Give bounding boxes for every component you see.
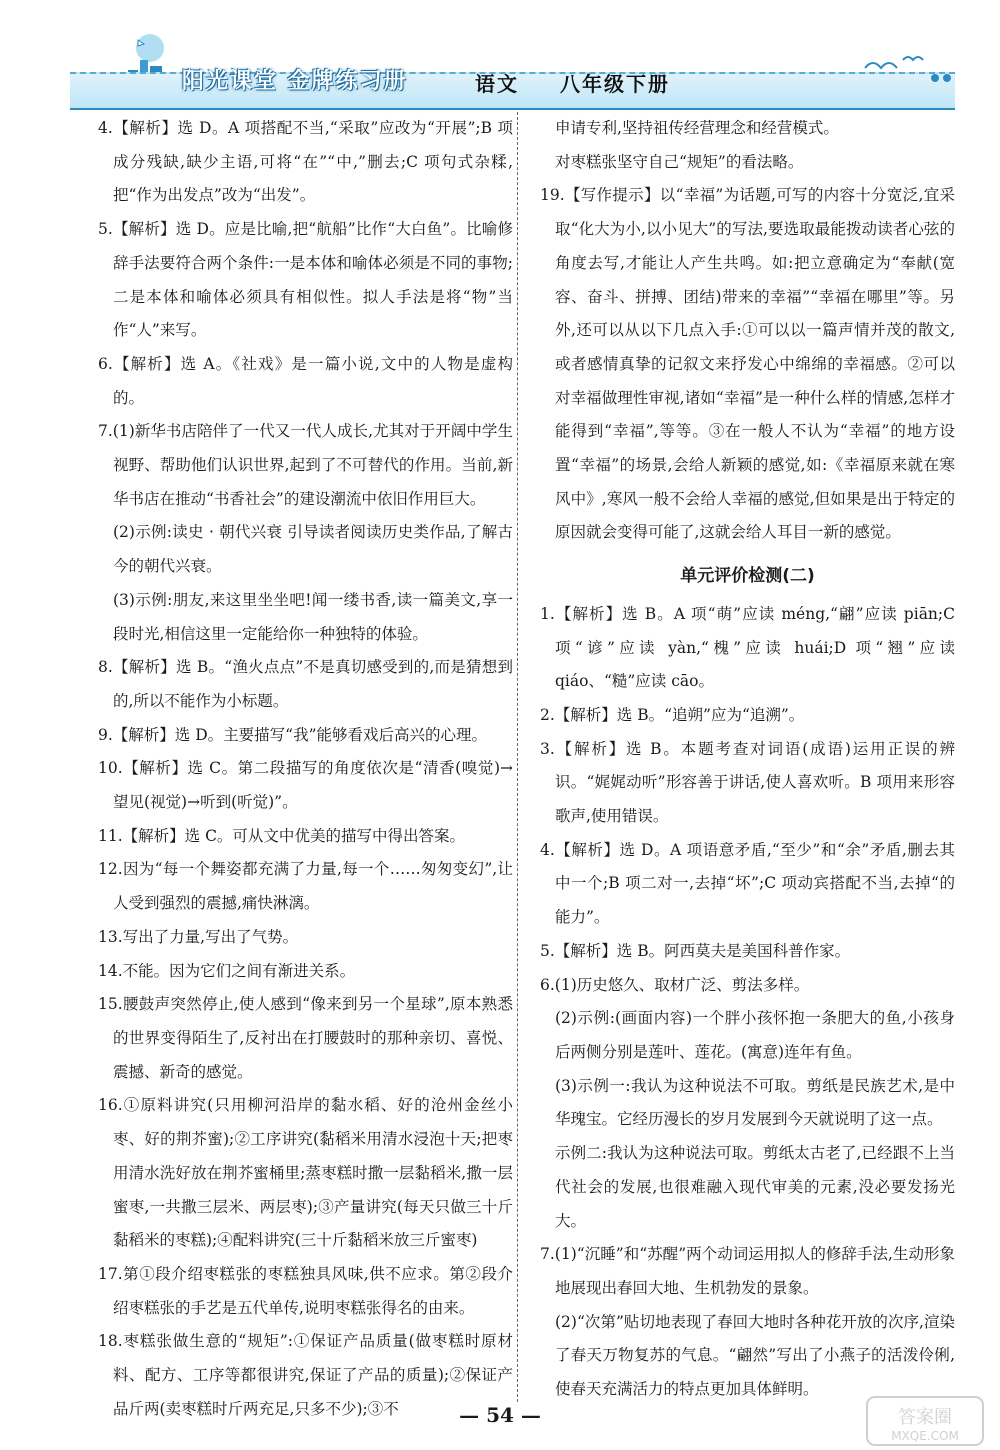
answer-item: (2)示例:读史 · 朝代兴衰 引导读者阅读历史类作品,了解古今的朝代兴衰。 (113, 523, 513, 576)
answer-item: 9.【解析】选 D。主要描写“我”能够看戏后高兴的心理。 (98, 725, 487, 744)
page-header (70, 30, 955, 102)
answer-item: (3)示例:朋友,来这里坐坐吧!闻一缕书香,读一篇美文,享一段时光,相信这里一定能给你一种独特的体验。 (113, 590, 513, 643)
answer-item: 17.第①段介绍枣糕张的枣糕独具风味,供不应求。第②段介绍枣糕张的手艺是五代单传,说明枣糕张得名的由来。 (98, 1264, 513, 1317)
answer-item: 3.【解析】选 B。本题考查对词语(成语)运用正误的辨识。“娓娓动听”形容善于讲话,使人喜欢听。B 项用来形容歌声,使用错误。 (540, 739, 955, 826)
answer-item: 7.(1)“沉睡”和“苏醒”两个动词运用拟人的修辞手法,生动形象地展现出春回大地、生机勃发的景象。 (540, 1245, 955, 1297)
answer-item: 16.①原料讲究(只用柳河沿岸的黏水稻、好的沧州金丝小枣、好的荆芥蜜);②工序讲究(黏稻米用清水浸泡十天;把枣用清水洗好放在荆芥蜜桶里;蒸枣糕时撒一层黏稻米,撒一层蜜枣,一共撒三层米、两层枣);③产量讲究(每天只做三十斤黏稻米的枣糕);④配料讲究(三十斤黏稻米放三斤蜜枣) (98, 1096, 513, 1250)
answer-item: 18.枣糕张做生意的“规矩”:①保证产品质量(做枣糕时原材料、配方、工序等都很讲究,保证了产品的质量);②保证产品斤两(卖枣糕时斤两充足,只多不少);③不 (98, 1332, 513, 1418)
answer-item: 4.【解析】选 D。A 项语意矛盾,“至少”和“余”矛盾,删去其中一个;B 项二对一,去掉“坏”;C 项动宾搭配不当,去掉“的能力”。 (540, 840, 955, 927)
answer-item: 8.【解析】选 B。“渔火点点”不是真切感受到的,而是猜想到的,所以不能作为小标题。 (98, 658, 513, 710)
answer-item: 11.【解析】选 C。可从文中优美的描写中得出答案。 (98, 826, 465, 845)
answer-item: 2.【解析】选 B。“追朔”应为“追溯”。 (540, 705, 805, 724)
answer-item: 6.【解析】选 A。《社戏》是一篇小说,文中的人物是虚构的。 (98, 354, 513, 407)
answer-item: 15.腰鼓声突然停止,使人感到“像来到另一个星球”,原本熟悉的世界变得陌生了,反衬出在打腰鼓时的那种亲切、喜悦、震撼、新奇的感觉。 (98, 995, 513, 1081)
answer-item: 12.因为“每一个舞姿都充满了力量,每一个……匆匆变幻”,让人受到强烈的震撼,痛快淋漓。 (98, 860, 513, 913)
column-divider (517, 112, 518, 1402)
svg-text:MXQE.COM: MXQE.COM (891, 1429, 959, 1443)
right-column (540, 112, 955, 1407)
birds-icon (855, 48, 955, 88)
grade-label: 八年级下册 (560, 72, 670, 96)
answer-item: 5.【解析】选 B。阿西莫夫是美国科普作家。 (540, 941, 851, 960)
answer-item: 1.【解析】选 B。A 项“萌”应读 méng,“翩”应读 piān;C 项“谚”应读 yàn,“槐”应读 huái;D 项“翘”应读 qiáo、“糙”应读 cāo。 (540, 604, 955, 691)
answer-item: 申请专利,坚持祖传经营理念和经营模式。 (555, 119, 839, 137)
section-title: 单元评价检测(二) (680, 566, 815, 587)
answer-item: 4.【解析】选 D。A 项搭配不当,“采取”应改为“开展”;B 项成分残缺,缺少主语,可将“在”“中,”删去;C 项句式杂糅,把“作为出发点”改为“出发”。 (98, 119, 513, 205)
watermark-logo-icon (865, 1395, 985, 1447)
subject-label: 语文 (475, 72, 519, 96)
answer-item: 6.(1)历史悠久、取材广泛、剪法多样。 (540, 975, 810, 994)
answer-item: (3)示例一:我认为这种说法不可取。剪纸是民族艺术,是中华瑰宝。它经历漫长的岁月发展到今天就说明了这一点。 (555, 1076, 955, 1129)
book-title: 阳光课堂 金牌练习册 (182, 69, 408, 94)
answer-item: 10.【解析】选 C。第二段描写的角度依次是“清香(嗅觉)→望见(视觉)→听到(听觉)”。 (98, 759, 513, 812)
answer-item: 5.【解析】选 D。应是比喻,把“航船”比作“大白鱼”。比喻修辞手法要符合两个条件:一是本体和喻体必须是不同的事物;二是本体和喻体必须具有相似性。拟人手法是将“物”当作“人”来写。 (98, 220, 513, 340)
answer-item: 7.(1)新华书店陪伴了一代又一代人成长,尤其对于开阔中学生视野、帮助他们认识世界,起到了不可替代的作用。当前,新华书店在推动“书香社会”的建设潮流中依旧作用巨大。 (98, 422, 513, 508)
answer-item: 13.写出了力量,写出了气势。 (98, 927, 299, 946)
answer-item: 19.【写作提示】以“幸福”为话题,可写的内容十分宽泛,宜采取“化大为小,以小见大”的写法,要选取最能拨动读者心弦的角度去写,才能让人产生共鸣。如:把立意确定为“奉献(宽容、奋斗、拼搏、团结)带来的幸福”“幸福在哪里”等。另外,还可以从以下几点入手:①可以以一篇声情并茂的散文,或者感情真挚的记叙文来抒发心中绵绵的幸福感。②可以对幸福做理性审视,诸如“幸福”是一种什么样的情感,怎样才能得到“幸福”,等等。③在一般人不认为“幸福”的地方设置“幸福”的场景,会给人新颖的感觉,如:《幸福原来就在寒风中》,寒风一般不会给人幸福的感觉,但如果是出于特定的原因就会变得可能了,这就会给人耳目一新的感觉。 (540, 186, 955, 542)
left-column (98, 112, 513, 1426)
answer-item: (2)示例:(画面内容)一个胖小孩怀抱一条肥大的鱼,小孩身后两侧分别是莲叶、莲花。(寓意)连年有鱼。 (555, 1009, 955, 1061)
answer-item: 14.不能。因为它们之间有渐进关系。 (98, 961, 356, 980)
answer-item: 示例二:我认为这种说法可取。剪纸太古老了,已经跟不上当代社会的发展,也很难融入现代审美的元素,没必要发扬光大。 (555, 1144, 955, 1230)
answer-item: (2)“次第”贴切地表现了春回大地时各种花开放的次序,渲染了春天万物复苏的气息。“翩然”写出了小燕子的活泼伶俐,使春天充满活力的特点更加具体鲜明。 (555, 1312, 955, 1399)
page-number: — 54 — (459, 1403, 541, 1427)
answer-item: 对枣糕张坚守自己“规矩”的看法略。 (555, 152, 804, 171)
svg-text:答案圈: 答案圈 (898, 1407, 952, 1428)
